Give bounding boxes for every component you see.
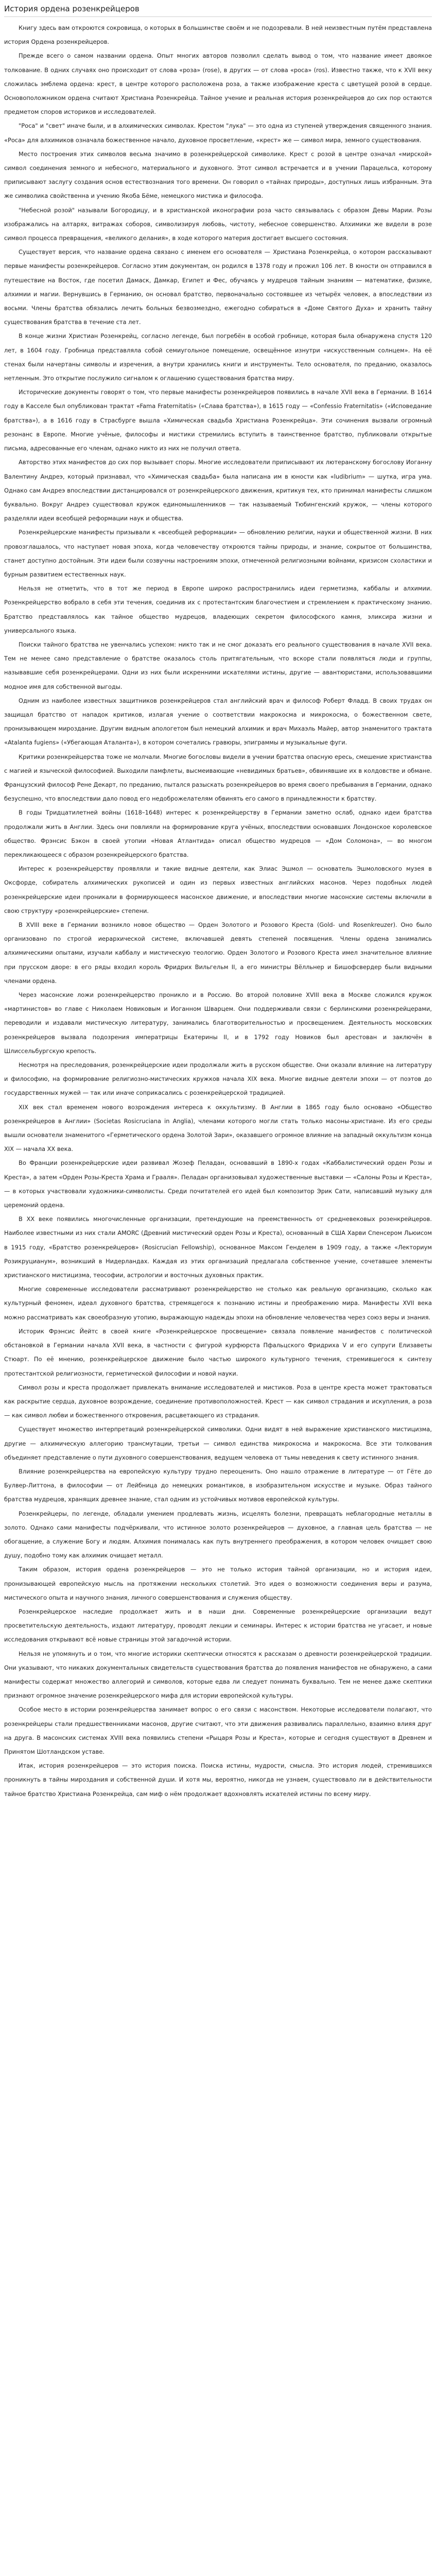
article-paragraph: Существует множество интерпретаций розенкрейцерской символики. Одни видят в ней выражение христианского мистицизма, другие — алхимическую аллегорию трансмутации, третьи — символ единства микрокосма и макрокосма. Все эти толкования объединяет представление о пути духовного совершенствования, ведущем человека от тьмы неведения к свету истинного знания. [4,1426,432,1461]
article-paragraph: В XVIII веке в Германии возникло новое общество — Орден Золотого и Розового Креста (Gold- und Rosenkreuzer). Оно было организовано по строгой иерархической системе, включавшей девять степеней посвящения. Члены ордена занимались алхимическими опытами, изучали каббалу и мистическую теологию. Орден Золотого и Розового Креста имел значительное влияние при прусском дворе: в его ряды входил король Фридрих Вильгельм II, а его министры Вёлльнер и Бишофсвердер были видными членами ордена. [4,921,432,985]
article-paragraph: Существует версия, что название ордена связано с именем его основателя — Христиана Розенкрейца, о котором рассказывают первые манифесты розенкрейцеров. Согласно этим документам, он родился в 1378 году и прожил 106 лет. В юности он отправился в путешествие на Восток, где посетил Дамаск, Дамкар, Египет и Фес, обучаясь у мудрецов тайным знаниям — математике, физике, алхимии и магии. Вернувшись в Германию, он основал братство, первоначально состоявшее из четырёх человек, а впоследствии из восьми. Члены братства обязались лечить больных безвозмездно, ежегодно собираться в «Доме Святого Духа» и хранить тайну существования братства в течение ста лет. [4,248,432,326]
article-paragraph: В XX веке появились многочисленные организации, претендующие на преемственность от средневековых розенкрейцеров. Наиболее известными из них стали AMORC (Древний мистический орден Розы и Креста), основанный в США Харви Спенсером Льюисом в 1915 году, «Братство розенкрейцеров» (Rosicrucian Fellowship), основанное Максом Генделем в 1909 году, а также «Лекториум Розикруцианум», возникший в Нидерландах. Каждая из этих организаций предлагала собственное учение, сочетавшее элементы христианского мистицизма, теософии, астрологии и восточных духовных практик. [4,1215,432,1279]
article-paragraph: Интерес к розенкрейцерству проявляли и такие видные деятели, как Элиас Эшмол — основатель Эшмоловского музея в Оксфорде, собиратель алхимических рукописей и один из первых известных английских масонов. Через подобных людей розенкрейцерские идеи проникали в формирующееся масонское движение, и впоследствии многие масонские системы включили в свою структуру «розенкрейцерские» степени. [4,865,432,914]
article-paragraph: Книгу здесь вам откроются сокровища, о которых в большинстве своём и не подозревали. В ней неизвестным путём представлена история Ордена розенкрейцеров. [4,24,432,46]
article-paragraph: Во Франции розенкрейцерские идеи развивал Жозеф Пеладан, основавший в 1890-х годах «Каббалистический орден Розы и Креста», а затем «Орден Розы-Креста Храма и Грааля». Пеладан организовывал художественные выставки — «Салоны Розы и Креста», — в которых участвовали художники-символисты. Среди почитателей его идей был композитор Эрик Сати, написавший музыку для церемоний ордена. [4,1159,432,1209]
article-paragraph: Символ розы и креста продолжает привлекать внимание исследователей и мистиков. Роза в центре креста может трактоваться как раскрытие сердца, духовное возрождение, соединение противоположностей. Крест — как символ страдания и искупления, а роза — как символ любви и божественного откровения, расцветающего из страдания. [4,1383,432,1419]
article-paragraph: Одним из наиболее известных защитников розенкрейцеров стал английский врач и философ Роберт Фладд. В своих трудах он защищал братство от нападок критиков, излагая учение о соответствии макрокосма и микрокосма, о божественном свете, пронизывающем мироздание. Другим видным апологетом был немецкий алхимик и врач Михаэль Майер, автор знаменитого трактата «Atalanta fugiens» («Убегающая Аталанта»), в котором сочетались гравюры, эпиграммы и музыкальные фуги. [4,697,432,747]
article-paragraph: Розенкрейцеры, по легенде, обладали умением продлевать жизнь, исцелять болезни, превращать неблагородные металлы в золото. Однако сами манифесты подчёркивали, что истинное золото розенкрейцеров — духовное, а главная цель братства — не обогащение, а служение Богу и людям. Алхимия понималась как путь внутреннего преображения, в котором человек очищает свою душу, подобно тому как алхимик очищает металл. [4,1510,432,1560]
article-title: История ордена розенкрейцеров [4,4,432,17]
article-paragraph: Критики розенкрейцерства тоже не молчали. Многие богословы видели в учении братства опасную ересь, смешение христианства с магией и языческой философией. Выходили памфлеты, высмеивающие «невидимых братьев», обвинявшие их в колдовстве и обмане. Французский философ Рене Декарт, по преданию, пытался разыскать розенкрейцеров во время своего пребывания в Германии, однако безуспешно, что впоследствии дало повод его недоброжелателям обвинять его самого в принадлежности к братству. [4,753,432,803]
article-paragraph: Прежде всего о самом названии ордена. Опыт многих авторов позволил сделать вывод о том, что название имеет двоякое толкование. В одних случаях оно происходит от слова «роза» (rose), в других — от слова «роса» (ros). Известно также, что к XVII веку сложилась эмблема ордена: крест, в центре которого расположена роза, а также изображение креста с цветущей розой в сердце. Основоположником ордена считают Христиана Розенкрейца. Тайное учение и реальная история розенкрейцеров до сих пор остаются предметом споров историков и исследователей. [4,52,432,116]
article-paragraph: Несмотря на преследования, розенкрейцерские идеи продолжали жить в русском обществе. Они оказали влияние на литературу и философию, на формирование религиозно-мистических кружков начала XIX века. Многие видные деятели эпохи — от поэтов до государственных мужей — так или иначе соприкасались с розенкрейцерской традицией. [4,1061,432,1097]
article-paragraph: Нельзя не упомянуть и о том, что многие историки скептически относятся к рассказам о древности розенкрейцерской традиции. Они указывают, что никаких документальных свидетельств существования братства до появления манифестов не обнаружено, а сами манифесты содержат множество аллегорий и символов, которые едва ли следует понимать буквально. Тем не менее даже скептики признают огромное значение розенкрейцерского мифа для истории европейской культуры. [4,1650,432,1700]
article-paragraph: Влияние розенкрейцерства на европейскую культуру трудно переоценить. Оно нашло отражение в литературе — от Гёте до Булвер-Литтона, в философии — от Лейбница до немецких романтиков, в изобразительном искусстве и музыке. Образ тайного братства мудрецов, хранящих древнее знание, стал одним из устойчивых мотивов европейской культуры. [4,1467,432,1503]
article-paragraph: Место построения этих символов весьма значимо в розенкрейцерской символике. Крест с розой в центре означал «мирской» символ соединения земного и небесного, материального и духовного. Этот символ встречается и в учении Парацельса, которому приписывают заслугу создания основ естествознания того времени. Он говорил о «тайнах природы», доступных лишь избранным. Эта же символика свойственна и учению Якоба Бёме, немецкого мистика и философа. [4,150,432,200]
article-paragraph: Многие современные исследователи рассматривают розенкрейцерство не столько как реальную организацию, сколько как культурный феномен, идеал духовного братства, стремящегося к познанию истины и преображению мира. Манифесты XVII века можно рассматривать как своеобразную утопию, выражающую надежды эпохи на обновление человечества через союз веры и знания. [4,1285,432,1321]
article-paragraph: Через масонские ложи розенкрейцерство проникло и в Россию. Во второй половине XVIII века в Москве сложился кружок «мартинистов» во главе с Николаем Новиковым и Иоганном Шварцем. Они поддерживали связи с берлинскими розенкрейцерами, переводили и издавали мистическую литературу, занимались благотворительностью и просвещением. Деятельность московских розенкрейцеров вызвала подозрения императрицы Екатерины II, и в 1792 году Новиков был арестован и заключён в Шлиссельбургскую крепость. [4,991,432,1055]
article-paragraph: XIX век стал временем нового возрождения интереса к оккультизму. В Англии в 1865 году было основано «Общество розенкрейцеров в Англии» (Societas Rosicruciana in Anglia), членами которого могли стать только масоны-христиане. Из его среды вышли основатели знаменитого «Герметического ордена Золотой Зари», оказавшего огромное влияние на западный оккультизм конца XIX — начала XX века. [4,1103,432,1153]
article-paragraph: Исторические документы говорят о том, что первые манифесты розенкрейцеров появились в начале XVII века в Германии. В 1614 году в Касселе был опубликован трактат «Fama Fraternitatis» («Слава братства»), в 1615 году — «Confessio Fraternitatis» («Исповедание братства»), а в 1616 году в Страсбурге вышла «Химическая свадьба Христиана Розенкрейца». Эти сочинения вызвали огромный резонанс в Европе. Многие учёные, философы и мистики стремились вступить в таинственное братство, публиковали открытые письма, адресованные его членам, однако никто из них не получил ответа. [4,388,432,452]
article-paragraph: Розенкрейцерское наследие продолжает жить и в наши дни. Современные розенкрейцерские организации ведут просветительскую деятельность, издают литературу, проводят лекции и семинары. Интерес к истории братства не угасает, и новые исследования открывают всё новые страницы этой загадочной истории. [4,1607,432,1643]
article-paragraph: Итак, история розенкрейцеров — это история поиска. Поиска истины, мудрости, смысла. Это история людей, стремившихся проникнуть в тайны мироздания и собственной души. И хотя мы, вероятно, никогда не узнаем, существовало ли в действительности тайное братство Христиана Розенкрейца, сам миф о нём продолжает вдохновлять искателей истины по всему миру. [4,1762,432,1798]
article-paragraph: Историк Фрэнсис Йейтс в своей книге «Розенкрейцерское просвещение» связала появление манифестов с политической обстановкой в Германии начала XVII века, в частности с фигурой курфюрста Пфальцского Фридриха V и его супруги Елизаветы Стюарт. По её мнению, розенкрейцерское движение было частью широкого культурного течения, стремившегося к синтезу протестантской религиозности, герметической философии и новой науки. [4,1327,432,1377]
article-paragraph: В годы Тридцатилетней войны (1618–1648) интерес к розенкрейцерству в Германии заметно ослаб, однако идеи братства продолжали жить в Англии. Здесь они повлияли на формирование круга учёных, впоследствии основавших Лондонское королевское общество. Фрэнсис Бэкон в своей утопии «Новая Атлантида» описал общество мудрецов — «Дом Соломона», — во многом перекликающееся с образом розенкрейцерского братства. [4,809,432,858]
article-paragraph: Таким образом, история ордена розенкрейцеров — это не только история тайной организации, но и история идеи, пронизывающей европейскую мысль на протяжении нескольких столетий. Это идея о возможности соединения веры и разума, мистического опыта и научного знания, личного совершенствования и служения обществу. [4,1566,432,1601]
article-paragraph: В конце жизни Христиан Розенкрейц, согласно легенде, был погребён в особой гробнице, которая была обнаружена спустя 120 лет, в 1604 году. Гробница представляла собой семиугольное помещение, освещённое изнутри «искусственным солнцем». На её стенах были начертаны символы и изречения, а внутри хранились книги и инструменты. Тело основателя, по преданию, оказалось нетленным. Это открытие послужило сигналом к оглашению существования братства миру. [4,332,432,382]
article-paragraph: "Роса" и "свет" иначе были, и в алхимических символах. Крестом "лука" — это одна из ступеней утверждения священного знания. «Роса» для алхимиков означала божественное начало, духовное просветление, «крест» же — символ мира, земного существования. [4,122,432,144]
article-paragraph: Розенкрейцерские манифесты призывали к «всеобщей реформации» — обновлению религии, науки и общественной жизни. В них провозглашалось, что наступает новая эпоха, когда человечеству откроются тайны природы, и знание, сокрытое от большинства, станет доступно достойным. Эти идеи были созвучны настроениям эпохи, отмеченной религиозными войнами, кризисом схоластики и бурным развитием естественных наук. [4,529,432,578]
article-paragraph: Нельзя не отметить, что в тот же период в Европе широко распространились идеи герметизма, каббалы и алхимии. Розенкрейцерство вобрало в себя эти течения, соединив их с протестантским благочестием и стремлением к практическому знанию. Братство представлялось как тайное общество мудрецов, владеющих секретом философского камня, эликсира жизни и универсального языка. [4,585,432,634]
article-body [4,21,432,1801]
article-paragraph: Поиски тайного братства не увенчались успехом: никто так и не смог доказать его реального существования в начале XVII века. Тем не менее само представление о братстве оказалось столь притягательным, что вскоре стали появляться люди и группы, называвшие себя розенкрейцерами. Одни из них были искренними искателями истины, другие — авантюристами, использовавшими модное имя для собственной выгоды. [4,640,432,690]
article-paragraph: Авторство этих манифестов до сих пор вызывает споры. Многие исследователи приписывают их лютеранскому богослову Иоганну Валентину Андреэ, который признавал, что «Химическая свадьба» была написана им в юности как «ludibrium» — шутка, игра ума. Однако сам Андреэ впоследствии дистанцировался от розенкрейцерского движения, критикуя тех, кто принимал манифесты слишком буквально. Вокруг Андреэ существовал кружок единомышленников — так называемый Тюбингенский кружок, — члены которого разделяли идеи всеобщей реформации наук и общества. [4,459,432,522]
article-paragraph: Особое место в истории розенкрейцерства занимает вопрос о его связи с масонством. Некоторые исследователи полагают, что розенкрейцеры стали предшественниками масонов, другие считают, что эти движения развивались параллельно, взаимно влияя друг на друга. В масонских системах XVIII века появились степени «Рыцаря Розы и Креста», которые и сегодня существуют в Древнем и Принятом Шотландском уставе. [4,1706,432,1755]
article-paragraph: "Небесной розой" называли Богородицу, и в христианской иконографии роза часто связывалась с образом Девы Марии. Розы изображались на алтарях, витражах соборов, символизируя любовь, чистоту, небесное совершенство. Алхимики же видели в розе символ процесса превращения, «великого делания», в ходе которого материя достигает высшего состояния. [4,206,432,242]
